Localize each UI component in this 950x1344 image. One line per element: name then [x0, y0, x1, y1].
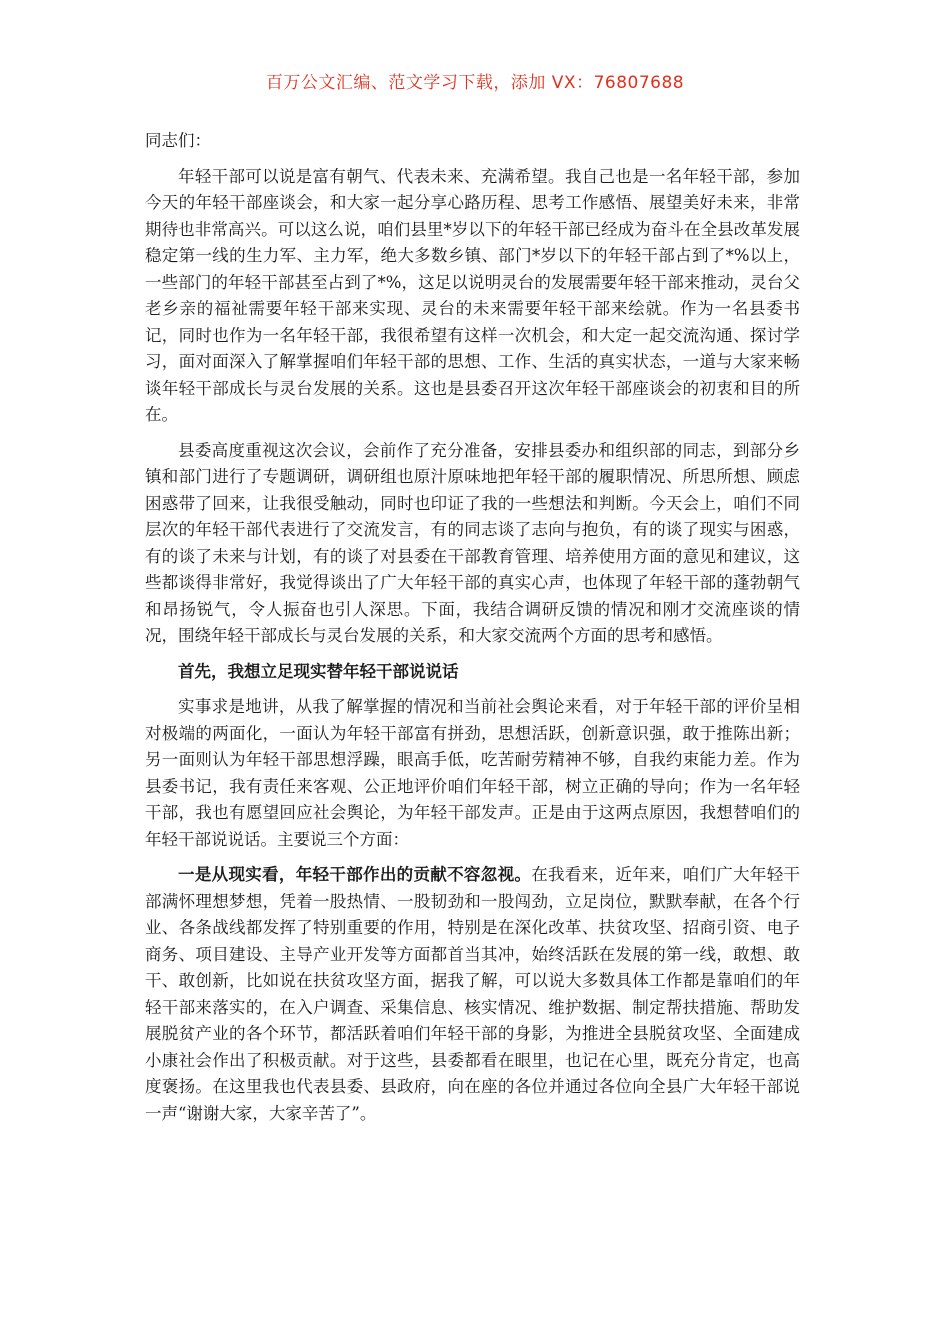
- section-heading: 首先，我想立足现实替年轻干部说说话: [178, 661, 459, 681]
- paragraph-intro: 年轻干部可以说是富有朝气、代表未来、充满希望。我自己也是一名年轻干部，参加今天的年轻干部座谈会，和大家一起分享心路历程、思考工作感悟、展望美好未来，非常期待也非常高兴。可以这么说，咱们县里*岁以下的年轻干部已经成为奋斗在全县改革发展稳定第一线的生力军、主力军，绝大多数乡镇、部门*岁以下的年轻干部占到了*%以上，一些部门的年轻干部甚至占到了*%，这足以说明灵台的发展需要年轻干部来推动，灵台父老乡亲的福祉需要年轻干部来实现、灵台的未来需要年轻干部来绘就。作为一名县委书记，同时也作为一名年轻干部，我很希望有这样一次机会，和大定一起交流沟通、探讨学习，面对面深入了解掌握咱们年轻干部的思想、工作、生活的真实状态，一道与大家来畅谈年轻干部成长与灵台发展的关系。这也是县委召开这次年轻干部座谈会的初衷和目的所在。: [145, 166, 800, 424]
- paragraph-meeting: 县委高度重视这次会议，会前作了充分准备，安排县委办和组织部的同志，到部分乡镇和部门进行了专题调研，调研组也原汁原味地把年轻干部的履职情况、所思所想、顾虑困惑带了回来，让我很受触动，同时也印证了我的一些想法和判断。今天会上，咱们不同层次的年轻干部代表进行了交流发言，有的同志谈了志向与抱负，有的谈了现实与困惑，有的谈了未来与计划，有的谈了对县委在干部教育管理、培养使用方面的意见和建议，这些都谈得非常好，我觉得谈出了广大年轻干部的真实心声，也体现了年轻干部的蓬勃朝气和昂扬锐气，令人振奋也引人深思。下面，我结合调研反馈的情况和刚才交流座谈的情况，围绕年轻干部成长与灵台发展的关系，和大家交流两个方面的思考和感悟。: [145, 440, 800, 645]
- point-one-lead: 一是从现实看，年轻干部作出的贡献不容忽视。: [178, 865, 532, 884]
- greeting: 同志们：: [145, 131, 211, 150]
- point-one-body: 在我看来，近年来，咱们广大年轻干部满怀理想梦想，凭着一股热情、一股韧劲和一股闯劲，立足岗位，默默奉献，在各个行业、各条战线都发挥了特别重要的作用，特别是在深化改革、扶贫攻坚、招商引资、电子商务、项目建设、主导产业开发等方面都首当其冲，始终活跃在发展的第一线，敢想、敢干、敢创新，比如说在扶贫攻坚方面，据我了解，可以说大多数具体工作都是靠咱们的年轻干部来落实的，在入户调查、采集信息、核实情况、维护数据、制定帮扶措施、帮助发展脱贫产业的各个环节，都活跃着咱们年轻干部的身影，为推进全县脱贫攻坚、全面建成小康社会作出了积极贡献。对于这些，县委都看在眼里，也记在心里，既充分肯定，也高度褒扬。在这里我也代表县委、县政府，向在座的各位并通过各位向全县广大年轻干部说一声“谢谢大家，大家辛苦了”。: [145, 865, 801, 1123]
- paragraph-section-intro: 实事求是地讲，从我了解掌握的情况和当前社会舆论来看，对于年轻干部的评价呈相对极端的两面化，一面认为年轻干部富有拼劲，思想活跃，创新意识强，敢于推陈出新；另一面则认为年轻干部思想浮躁，眼高手低，吃苦耐劳精神不够，自我约束能力差。作为县委书记，我有责任来客观、公正地评价咱们年轻干部，树立正确的导向；作为一名年轻干部，我也有愿望回应社会舆论，为年轻干部发声。正是由于这两点原因，我想替咱们的年轻干部说说话。主要说三个方面：: [145, 697, 800, 849]
- watermark-banner: 百万公文汇编、范文学习下载，添加 VX：76807688: [265, 73, 685, 93]
- document-body: [145, 128, 800, 1136]
- paragraph-point-one: [145, 862, 800, 1127]
